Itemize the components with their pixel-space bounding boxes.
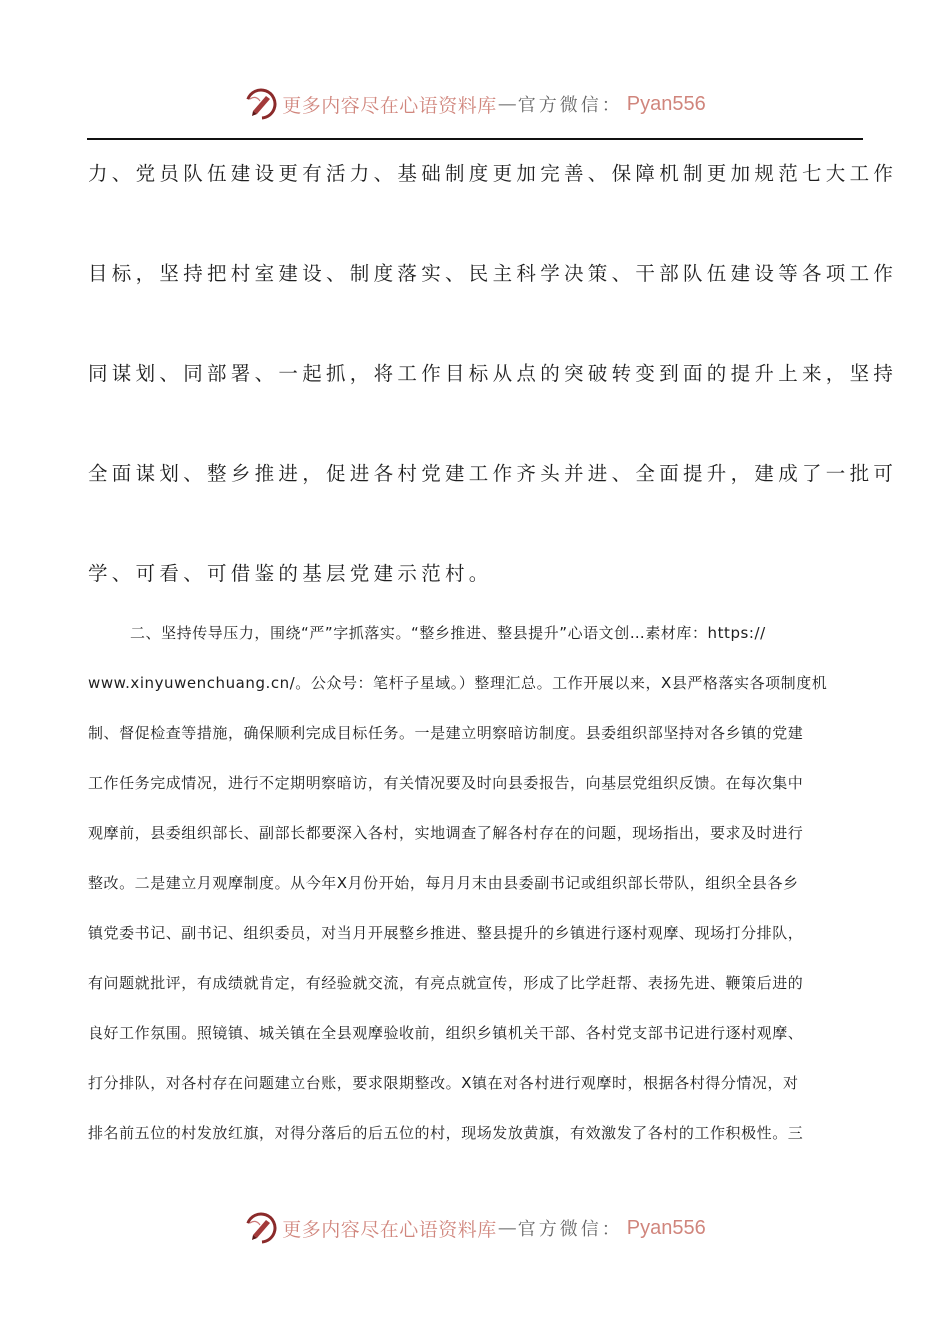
text-line: 有问题就批评，有成绩就肯定，有经验就交流，有亮点就宣传，形成了比学赶帮、表扬先进、鞭策后进的 bbox=[88, 974, 804, 992]
text-line: 镇党委书记、副书记、组织委员，对当月开展整乡推进、整县提升的乡镇进行逐村观摩、现场打分排队， bbox=[88, 924, 804, 942]
text-line: 制、督促检查等措施，确保顺利完成目标任务。一是建立明察暗访制度。县委组织部坚持对各乡镇的党建 bbox=[88, 724, 804, 742]
banner-title: 更多内容尽在心语资料库 bbox=[282, 1218, 497, 1241]
banner-title: 更多内容尽在心语资料库 bbox=[282, 94, 497, 117]
banner-wechat-id: Pyan556 bbox=[626, 1216, 706, 1239]
text-line: www.xinyuwenchuang.cn/。公众号：笔杆子星域。）整理汇总。工作开展以来，X县严格落实各项制度机 bbox=[88, 674, 828, 692]
header-divider bbox=[87, 138, 863, 140]
text-line: 学、可看、可借鉴的基层党建示范村。 bbox=[88, 562, 493, 585]
banner-dash: — bbox=[497, 93, 517, 115]
text-line: 工作任务完成情况，进行不定期明察暗访，有关情况要及时向县委报告，向基层党组织反馈。在每次集中 bbox=[88, 774, 804, 792]
text-line: 整改。二是建立月观摩制度。从今年X月份开始，每月月末由县委副书记或组织部长带队，组织全县各乡 bbox=[88, 874, 799, 892]
banner-wechat-label: 官方微信： bbox=[517, 95, 623, 116]
pen-logo-icon bbox=[244, 1211, 278, 1245]
banner-dash: — bbox=[497, 1217, 517, 1239]
text-line: 排名前五位的村发放红旗，对得分落后的后五位的村，现场发放黄旗，有效激发了各村的工作积极性。三 bbox=[88, 1124, 804, 1142]
banner-wechat-id: Pyan556 bbox=[626, 92, 706, 115]
footer-banner bbox=[0, 1206, 950, 1250]
text-line: 二、坚持传导压力，围绕“严”字抓落实。“整乡推进、整县提升”心语文创…素材库：https:// bbox=[130, 624, 766, 642]
pen-logo-icon bbox=[244, 87, 278, 121]
text-line: 全面谋划、整乡推进，促进各村党建工作齐头并进、全面提升，建成了一批可 bbox=[88, 462, 898, 485]
text-line: 目标，坚持把村室建设、制度落实、民主科学决策、干部队伍建设等各项工作 bbox=[88, 262, 898, 285]
text-line: 观摩前，县委组织部长、副部长都要深入各村，实地调查了解各村存在的问题，现场指出，要求及时进行 bbox=[88, 824, 804, 842]
header-banner bbox=[0, 82, 950, 126]
text-line: 力、党员队伍建设更有活力、基础制度更加完善、保障机制更加规范七大工作 bbox=[88, 162, 898, 185]
text-line: 打分排队，对各村存在问题建立台账，要求限期整改。X镇在对各村进行观摩时，根据各村得分情况，对 bbox=[88, 1074, 799, 1092]
text-line: 良好工作氛围。照镜镇、城关镇在全县观摩验收前，组织乡镇机关干部、各村党支部书记进行逐村观摩、 bbox=[88, 1024, 804, 1042]
banner-wechat-label: 官方微信： bbox=[517, 1219, 623, 1240]
text-line: 同谋划、同部署、一起抓，将工作目标从点的突破转变到面的提升上来，坚持 bbox=[88, 362, 898, 385]
